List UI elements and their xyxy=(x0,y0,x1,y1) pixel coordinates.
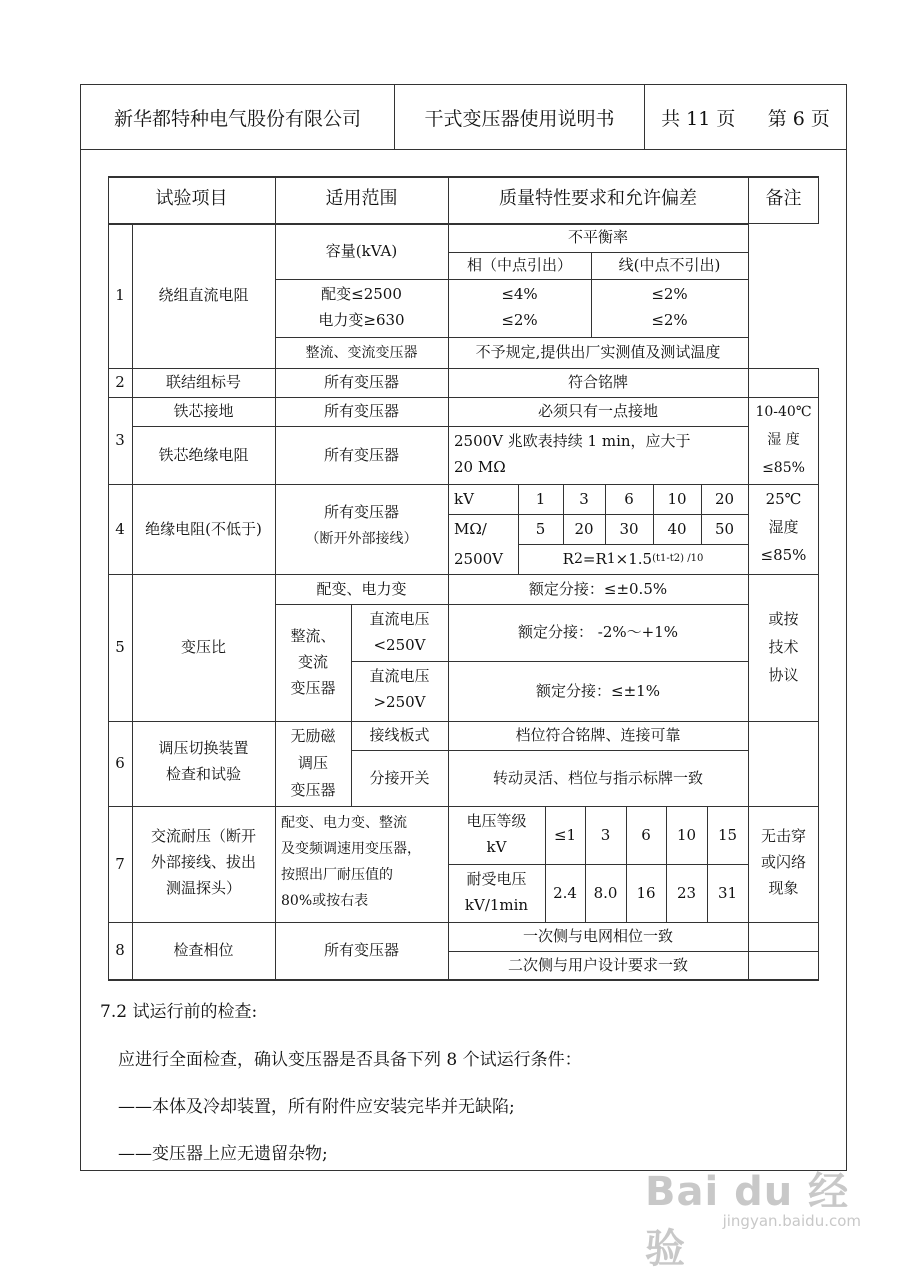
row4-kv: 20 xyxy=(714,489,735,508)
row6-sub1: 接线板式 xyxy=(369,726,430,745)
row7-scope: 配变、电力变、整流 xyxy=(281,814,407,831)
row7-v-label1: 电压等级 xyxy=(466,812,527,831)
row7-w-label2: kV/1min xyxy=(464,896,529,915)
row3-scope1: 所有变压器 xyxy=(323,402,399,421)
total-pages: 共 11 页 xyxy=(661,107,736,130)
paragraph: ——变压器上应无遗留杂物; xyxy=(118,1144,328,1164)
paragraph: ——本体及冷却装置，所有附件应安装完毕并无缺陷; xyxy=(118,1097,515,1117)
row4-kv: 1 xyxy=(535,489,546,508)
row4-kv-label: kV xyxy=(454,489,474,508)
row4-mo: 50 xyxy=(714,519,735,538)
row5-rect: 整流、 xyxy=(290,627,336,646)
row1-scope2: 电力变≥630 xyxy=(318,311,405,330)
row1-item: 绕组直流电阻 xyxy=(158,286,249,305)
row2-req: 符合铭牌 xyxy=(567,373,628,392)
row4-mo: 20 xyxy=(574,519,594,538)
row5-dc1b: <250V xyxy=(373,636,426,655)
row6-no: 6 xyxy=(115,754,125,773)
watermark xyxy=(645,1160,865,1272)
row4-formula: R 2 =R 1 ×1.5 (t1-t2) /10 xyxy=(562,549,704,568)
row5-no: 5 xyxy=(115,638,125,657)
document-title: 干式变压器使用说明书 xyxy=(395,85,645,149)
row6-scope: 变压器 xyxy=(290,780,336,799)
watermark-url: jingyan.baidu.com xyxy=(722,1212,861,1230)
row7-v: ≤1 xyxy=(553,825,577,844)
row3-req1: 必须只有一点接地 xyxy=(537,402,658,421)
row7-scope: 80%或按右表 xyxy=(281,892,369,909)
row7-no: 7 xyxy=(115,854,125,873)
row3-note2: 湿 度 xyxy=(767,431,800,448)
row8-item: 检查相位 xyxy=(173,941,234,960)
row3-no: 3 xyxy=(115,431,125,450)
row8-no: 8 xyxy=(115,941,125,960)
row6-scope: 无励磁 xyxy=(290,726,336,745)
row7-scope: 及变频调速用变压器， xyxy=(281,840,421,857)
row3-note3: ≤85% xyxy=(762,459,805,476)
row1-rect-scope: 整流、变流变压器 xyxy=(305,344,418,361)
row7-w: 8.0 xyxy=(593,883,618,902)
row8-req2: 二次侧与用户设计要求一致 xyxy=(507,955,688,974)
row5-item: 变压比 xyxy=(180,638,226,657)
header-requirement: 质量特性要求和允许偏差 xyxy=(499,188,697,210)
row7-item: 测温探头） xyxy=(165,879,241,898)
row5-scope1: 配变、电力变 xyxy=(316,579,407,598)
row5-req3: 额定分接：≤±1% xyxy=(536,681,660,700)
row5-rect: 变流 xyxy=(297,653,328,672)
row6-req2: 转动灵活、档位与指示标牌一致 xyxy=(492,768,703,787)
row4-note2: 湿度 xyxy=(768,518,799,537)
row5-note: 或按 xyxy=(768,610,799,629)
row5-req1: 额定分接：≤±0.5% xyxy=(528,579,668,598)
row6-item2: 检查和试验 xyxy=(165,765,241,784)
row4-note3: ≤85% xyxy=(760,546,807,565)
row3-item1: 铁芯接地 xyxy=(173,402,234,421)
row7-w: 16 xyxy=(636,883,656,902)
row3-req2a: 2500V 兆欧表持续 1 min，应大于 xyxy=(454,432,691,451)
header-scope: 适用范围 xyxy=(325,188,398,210)
row6-item1: 调压切换装置 xyxy=(158,739,249,758)
row5-note: 技术 xyxy=(768,638,799,657)
row4-mo-label: MΩ/ xyxy=(454,519,487,538)
row4-mo: 40 xyxy=(667,519,687,538)
row7-w: 23 xyxy=(676,883,697,902)
row4-mo: 5 xyxy=(535,519,546,538)
section-heading: 7.2 试运行前的检查: xyxy=(100,1002,258,1022)
row7-note: 无击穿 xyxy=(760,827,806,846)
row4-no: 4 xyxy=(115,519,125,538)
row3-item2: 铁芯绝缘电阻 xyxy=(158,445,249,464)
row7-v: 6 xyxy=(641,825,651,844)
row5-dc1a: 直流电压 xyxy=(369,610,430,629)
header-remark: 备注 xyxy=(765,188,802,210)
page-info xyxy=(645,85,846,149)
row5-req2: 额定分接： -2%～+1% xyxy=(518,623,678,642)
row4-kv: 10 xyxy=(667,489,687,508)
row7-v: 15 xyxy=(717,825,738,844)
row2-item: 联结组标号 xyxy=(165,373,241,392)
row6-sub2: 分接开关 xyxy=(369,768,430,787)
row1-line: 线(中点不引出) xyxy=(618,255,721,274)
row1-line-val1: ≤2% xyxy=(651,285,688,304)
row4-item: 绝缘电阻(不低于) xyxy=(145,519,262,538)
watermark-brand: Bai du 经验 xyxy=(645,1169,850,1272)
row5-rect: 变压器 xyxy=(290,679,336,698)
row6-req1: 档位符合铭牌、连接可靠 xyxy=(515,726,681,745)
row7-item: 外部接线、拔出 xyxy=(150,853,256,872)
row8-req1: 一次侧与电网相位一致 xyxy=(522,927,673,946)
row7-w: 31 xyxy=(717,883,738,902)
row7-w-label1: 耐受电压 xyxy=(466,870,527,889)
row4-kv: 3 xyxy=(579,489,589,508)
document-header xyxy=(80,84,847,150)
company-name: 新华都特种电气股份有限公司 xyxy=(81,85,395,149)
row5-dc2b: >250V xyxy=(373,693,426,712)
row4-note1: 25℃ xyxy=(765,490,802,509)
row7-v: 10 xyxy=(676,825,697,844)
row1-rect-req: 不予规定,提供出厂实测值及测试温度 xyxy=(475,343,721,362)
row7-item: 交流耐压（断开 xyxy=(150,827,256,846)
row1-phase-val2: ≤2% xyxy=(501,311,538,330)
row1-line-val2: ≤2% xyxy=(651,311,688,330)
row4-kv: 6 xyxy=(624,489,634,508)
row4-v-label: 2500V xyxy=(454,549,504,568)
row3-req2b: 20 MΩ xyxy=(454,458,506,477)
row4-mo: 30 xyxy=(619,519,639,538)
header-test-item: 试验项目 xyxy=(155,188,228,210)
row7-note: 或闪络 xyxy=(760,853,806,872)
row1-phase: 相（中点引出） xyxy=(466,255,572,274)
row7-scope: 按照出厂耐压值的 xyxy=(281,866,393,883)
row1-phase-val1: ≤4% xyxy=(501,285,538,304)
row5-note: 协议 xyxy=(768,666,799,685)
row2-no: 2 xyxy=(115,373,125,392)
row5-dc2a: 直流电压 xyxy=(369,667,430,686)
row8-scope: 所有变压器 xyxy=(323,941,399,960)
row1-scope1: 配变≤2500 xyxy=(321,285,402,304)
row3-note1: 10-40℃ xyxy=(755,403,812,420)
paragraph: 应进行全面检查，确认变压器是否具备下列 8 个试运行条件： xyxy=(118,1050,582,1070)
row7-v-label2: kV xyxy=(486,838,507,857)
row7-w: 2.4 xyxy=(553,883,577,902)
test-table xyxy=(108,176,819,980)
row2-scope: 所有变压器 xyxy=(323,373,399,392)
row7-v: 3 xyxy=(600,825,611,844)
row7-note: 现象 xyxy=(768,879,799,898)
row1-unbalance: 不平衡率 xyxy=(567,228,628,247)
row1-capacity: 容量(kVA) xyxy=(325,241,398,260)
row3-scope2: 所有变压器 xyxy=(323,445,399,464)
row4-scope2: （断开外部接线） xyxy=(305,530,418,547)
page-number: 第 6 页 xyxy=(767,107,830,130)
row1-no: 1 xyxy=(115,286,125,305)
row4-scope1: 所有变压器 xyxy=(323,503,399,522)
row6-scope: 调压 xyxy=(297,753,328,772)
